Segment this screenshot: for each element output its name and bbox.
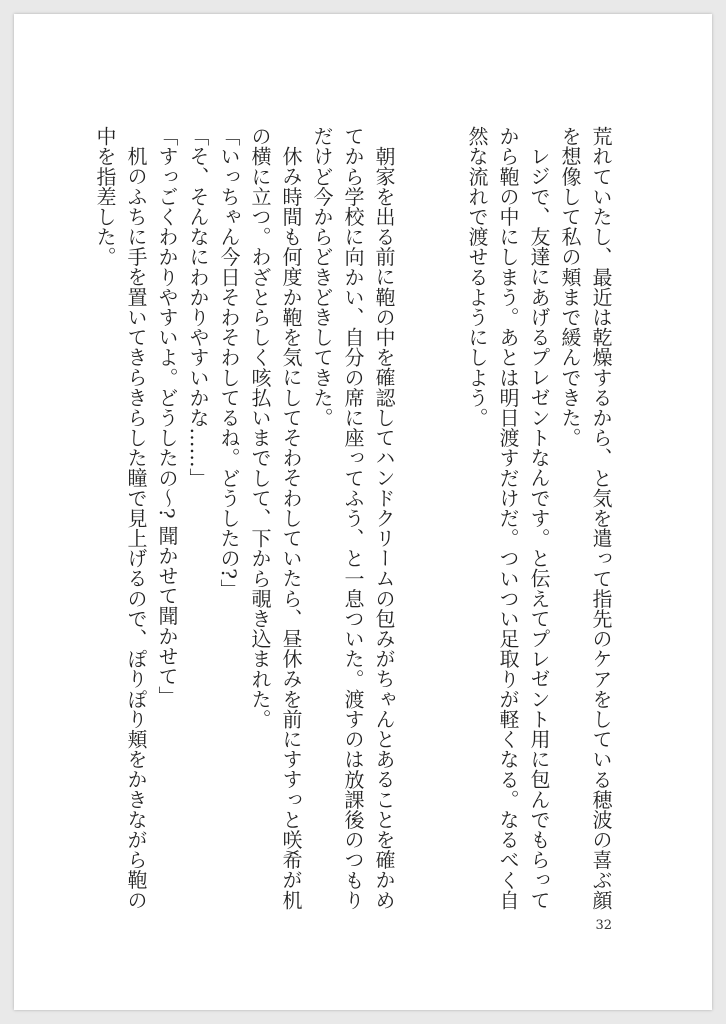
dialogue-line: 「すっごくわかりやすいよ。どうしたの〜? 聞かせて聞かせて」 [155,126,179,707]
paragraph: 休み時間も何度か鞄を気にしてそわそわしていたら、昼休みを前にすすっと咲希が机の横に立つ。わざとらしく咳払いまでして、下から覗き込まれた。 [248,126,303,910]
book-page [14,14,712,1010]
paragraph: レジで、友達にあげるプレゼントなんです。と伝えてプレゼント用に包んでもらってから鞄の中にしまう。あとは明日渡すだけだ。ついつい足取りが軽くなる。なるべく自然な流れで渡せるようにしよう。 [465,126,551,910]
paragraph: 机のふちに手を置いてきらきらした瞳で見上げるので、ぽりぽり頬をかきながら鞄の中を指差した。 [93,126,148,910]
paragraph: 朝家を出る前に鞄の中を確認してハンドクリームの包みがちゃんとあることを確かめてから学校に向かい、自分の席に座ってふう、と一息ついた。渡すのは放課後のつもりだけど今からどきどきしてきた。 [310,126,396,910]
vertical-text-body [89,126,616,926]
dialogue-line: 「そ、そんなにわかりやすいかな……」 [186,126,210,488]
dialogue-line: 「いっちゃん今日そわそわしてるね。どうしたの?」 [217,126,241,600]
page-number: 32 [595,918,612,933]
paragraph: 荒れていたし、最近は乾燥するから、と気を遣って指先のケアをしている穂波の喜ぶ顔を想像して私の頬まで緩んできた。 [558,126,613,910]
